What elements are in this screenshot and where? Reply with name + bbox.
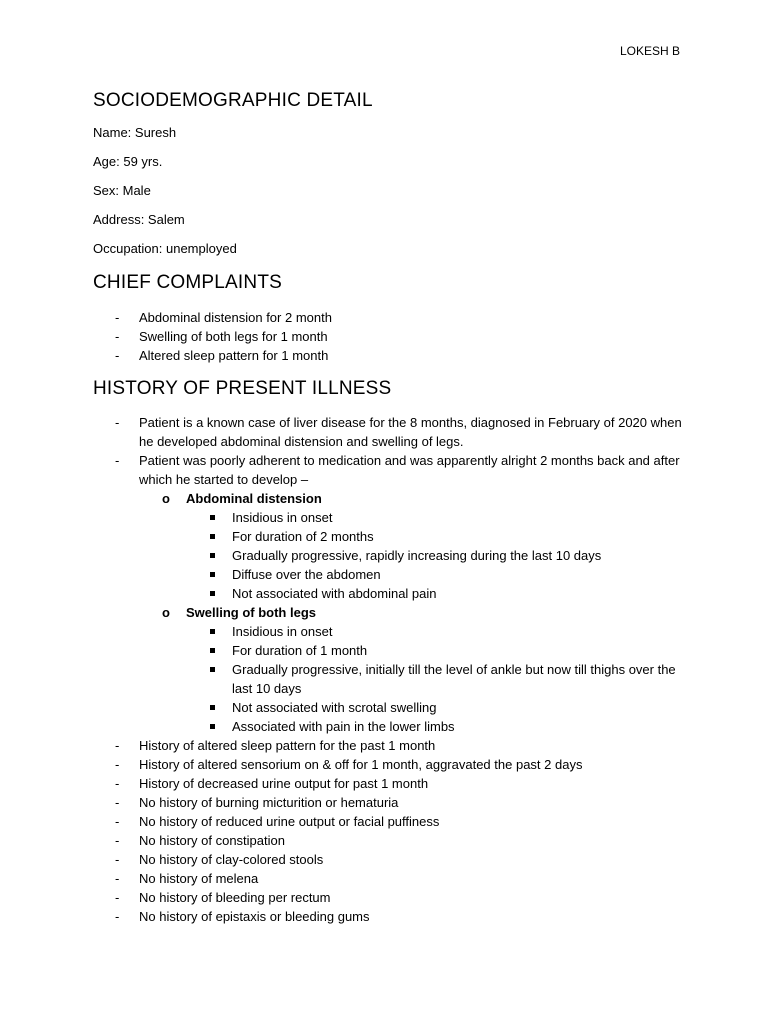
dash-marker: - — [115, 348, 120, 363]
history-present-illness-heading: HISTORY OF PRESENT ILLNESS — [93, 378, 392, 399]
detail-text: Diffuse over the abdomen — [232, 567, 381, 582]
complaint-text: Swelling of both legs for 1 month — [139, 329, 328, 344]
sociodemographic-heading: SOCIODEMOGRAPHIC DETAIL — [93, 90, 373, 111]
square-bullet-icon — [210, 534, 215, 539]
complaint-text: Abdominal distension for 2 month — [139, 310, 332, 325]
list-item — [93, 584, 693, 603]
detail-text: Insidious in onset — [232, 624, 333, 639]
dash-marker: - — [115, 909, 120, 924]
list-item — [93, 774, 693, 793]
list-item — [93, 327, 693, 346]
subheading-text: Swelling of both legs — [186, 605, 316, 620]
list-item — [93, 413, 693, 451]
dash-marker: - — [115, 833, 120, 848]
detail-text: Gradually progressive, rapidly increasing during the last 10 days — [232, 548, 602, 563]
square-bullet-icon — [210, 629, 215, 634]
list-item — [93, 850, 693, 869]
history-text: No history of burning micturition or hematuria — [139, 795, 399, 810]
chief-complaints-heading: CHIEF COMPLAINTS — [93, 272, 282, 293]
list-item — [93, 641, 693, 660]
square-bullet-icon — [210, 667, 215, 672]
dash-marker: - — [115, 795, 120, 810]
list-item — [93, 527, 693, 546]
list-item — [93, 660, 693, 698]
abdominal-distension-list — [93, 508, 693, 603]
square-bullet-icon — [210, 724, 215, 729]
dash-marker: - — [115, 757, 120, 772]
patient-occupation: Occupation: unemployed — [93, 241, 237, 256]
abdominal-distension-subheading — [93, 489, 693, 508]
detail-text: Gradually progressive, initially till the level of ankle but now till thighs over the last 10 days — [232, 662, 676, 696]
square-bullet-icon — [210, 705, 215, 710]
document-body — [93, 88, 693, 926]
circle-marker: o — [162, 605, 170, 620]
dash-marker: - — [115, 871, 120, 886]
list-item — [93, 546, 693, 565]
hpi-text: Patient is a known case of liver disease for the 8 months, diagnosed in February of 2020 when he developed abdominal distension and swelling of legs. — [139, 415, 682, 449]
square-bullet-icon — [210, 572, 215, 577]
list-item — [93, 907, 693, 926]
dash-marker: - — [115, 310, 120, 325]
history-text: History of altered sensorium on & off for 1 month, aggravated the past 2 days — [139, 757, 583, 772]
hpi-intro-list — [93, 413, 693, 489]
history-text: History of altered sleep pattern for the past 1 month — [139, 738, 436, 753]
leg-swelling-list — [93, 622, 693, 736]
list-item — [93, 869, 693, 888]
history-text: No history of constipation — [139, 833, 285, 848]
dash-marker: - — [115, 415, 120, 430]
list-item — [93, 755, 693, 774]
chief-complaints-list — [93, 308, 693, 365]
square-bullet-icon — [210, 553, 215, 558]
history-text: No history of reduced urine output or facial puffiness — [139, 814, 440, 829]
history-text: No history of bleeding per rectum — [139, 890, 331, 905]
list-item — [93, 346, 693, 365]
author-header: LOKESH B — [620, 44, 681, 58]
list-item — [93, 831, 693, 850]
dash-marker: - — [115, 329, 120, 344]
leg-swelling-subheading — [93, 603, 693, 622]
detail-text: Insidious in onset — [232, 510, 333, 525]
patient-name: Name: Suresh — [93, 125, 177, 140]
patient-address: Address: Salem — [93, 212, 185, 227]
dash-marker: - — [115, 852, 120, 867]
detail-text: For duration of 2 months — [232, 529, 374, 544]
subheading-text: Abdominal distension — [186, 491, 322, 506]
list-item — [93, 622, 693, 641]
list-item — [93, 698, 693, 717]
history-list — [93, 736, 693, 926]
complaint-text: Altered sleep pattern for 1 month — [139, 348, 329, 363]
dash-marker: - — [115, 738, 120, 753]
list-item — [93, 508, 693, 527]
square-bullet-icon — [210, 515, 215, 520]
history-text: No history of melena — [139, 871, 259, 886]
patient-age: Age: 59 yrs. — [93, 154, 163, 169]
dash-marker: - — [115, 776, 120, 791]
detail-text: Not associated with abdominal pain — [232, 586, 437, 601]
patient-sex: Sex: Male — [93, 183, 151, 198]
dash-marker: - — [115, 890, 120, 905]
list-item — [93, 812, 693, 831]
detail-text: Not associated with scrotal swelling — [232, 700, 437, 715]
history-text: No history of epistaxis or bleeding gums — [139, 909, 370, 924]
list-item — [93, 308, 693, 327]
history-text: No history of clay-colored stools — [139, 852, 324, 867]
circle-marker: o — [162, 491, 170, 506]
list-item — [93, 888, 693, 907]
history-text: History of decreased urine output for past 1 month — [139, 776, 429, 791]
list-item — [93, 736, 693, 755]
detail-text: For duration of 1 month — [232, 643, 368, 658]
detail-text: Associated with pain in the lower limbs — [232, 719, 455, 734]
list-item — [93, 793, 693, 812]
square-bullet-icon — [210, 591, 215, 596]
list-item — [93, 565, 693, 584]
dash-marker: - — [115, 814, 120, 829]
list-item — [93, 717, 693, 736]
dash-marker: - — [115, 453, 120, 468]
hpi-text: Patient was poorly adherent to medication and was apparently alright 2 months back and after which he started to develop – — [139, 453, 680, 487]
square-bullet-icon — [210, 648, 215, 653]
list-item — [93, 451, 693, 489]
